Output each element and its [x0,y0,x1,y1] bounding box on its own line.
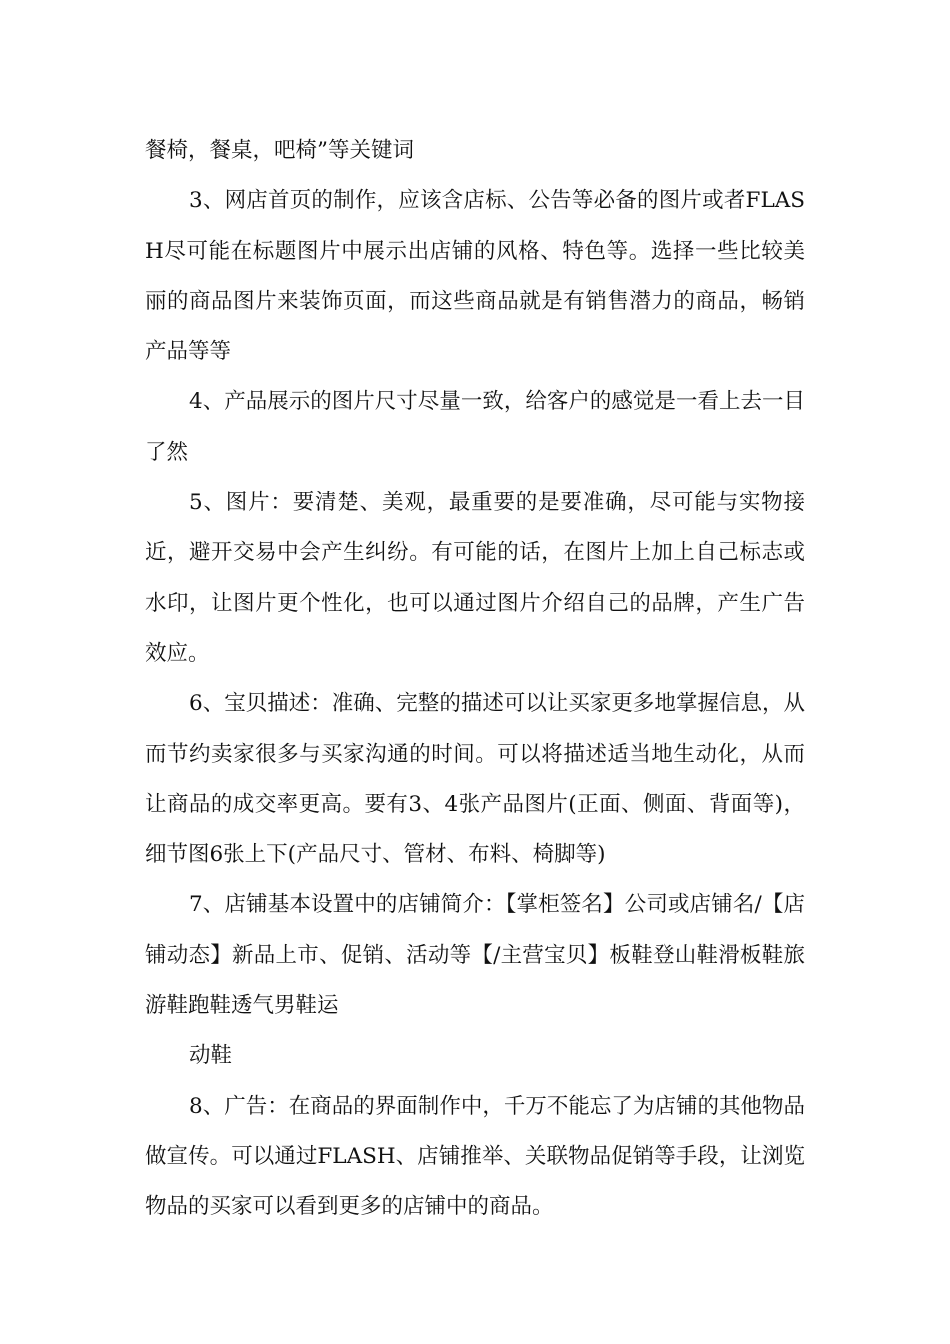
paragraph-6-description: 6、宝贝描述：准确、完整的描述可以让买家更多地掌握信息，从而节约卖家很多与买家沟通的时间。可以将描述适当地生动化，从而让商品的成交率更高。要有3、4张产品图片(正面、侧面、背面等)，细节图6张上下(产品尺寸、管材、布料、椅脚等) [145,691,805,868]
paragraph-5-images: 5、图片：要清楚、美观，最重要的是要准确，尽可能与实物接近，避开交易中会产生纠纷。有可能的话，在图片上加上自己标志或水印，让图片更个性化，也可以通过图片介绍自己的品牌，产生广告效应。 [145,490,805,666]
paragraph-3-homepage: 3、网店首页的制作，应该含店标、公告等必备的图片或者FLASH尽可能在标题图片中展示出店铺的风格、特色等。选择一些比较美丽的商品图片来装饰页面，而这些商品就是有销售潜力的商品，畅销产品等等 [145,188,805,365]
paragraph-7-continuation: 动鞋 [189,1043,233,1069]
paragraph-4-image-size: 4、产品展示的图片尺寸尽量一致，给客户的感觉是一看上去一目了然 [145,389,805,465]
paragraph-8-advertising: 8、广告：在商品的界面制作中，千万不能忘了为店铺的其他物品做宣传。可以通过FLASH、店铺推举、关联物品促销等手段，让浏览物品的买家可以看到更多的店铺中的商品。 [145,1093,805,1220]
paragraph-7-shop-intro: 7、店铺基本设置中的店铺简介：【掌柜签名】公司或店铺名/【店铺动态】新品上市、促销、活动等【/主营宝贝】板鞋登山鞋滑板鞋旅游鞋跑鞋透气男鞋运 [145,892,805,1019]
paragraph-keywords-continuation: 餐椅，餐桌，吧椅”等关键词 [145,138,414,163]
document-body [145,126,805,1233]
